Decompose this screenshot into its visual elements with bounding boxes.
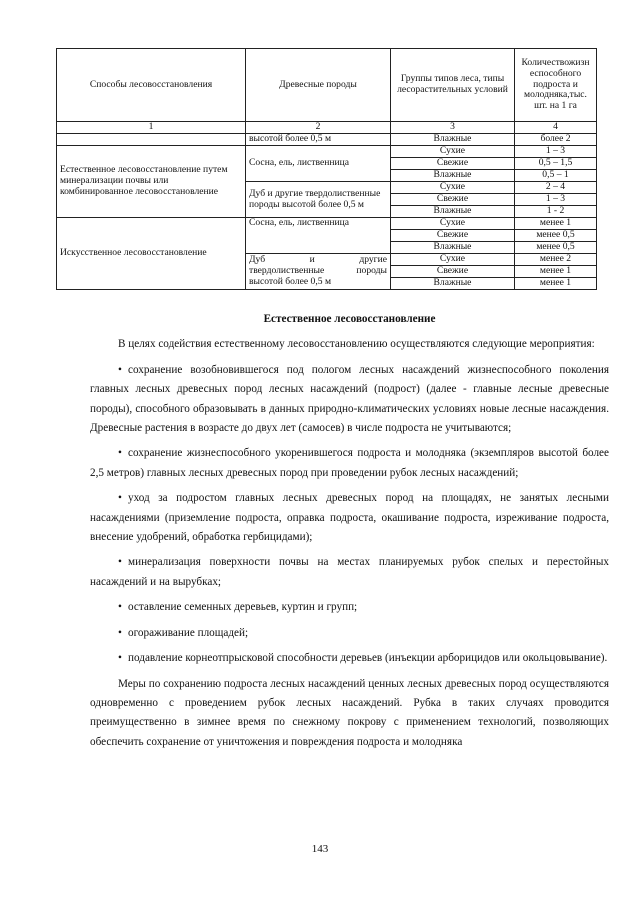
col-number: 3 (391, 122, 515, 134)
bullet-text: оставление семенных деревьев, куртин и групп; (128, 601, 358, 614)
bullet-text: уход за подростом главных лесных древесных пород на площадях, не занятых лесными насаждениями (приземление подроста, оправка подроста, окашивание подроста, изреживание подроста, внесение удобрений, обработка гербицидами); (90, 492, 609, 544)
header-forest-types: Группы типов леса, типы лесорастительных условий (391, 49, 515, 122)
forest-type-cell: Сухие (391, 146, 515, 158)
bullet-icon: • (118, 447, 122, 460)
amount-cell: менее 1 (515, 218, 597, 230)
forest-type-cell: Свежие (391, 158, 515, 170)
bullet-icon: • (118, 626, 122, 639)
section-heading: Естественное лесовосстановление (263, 313, 436, 325)
amount-cell: 1 - 2 (515, 206, 597, 218)
forest-type-cell: Влажные (391, 134, 515, 146)
closing-paragraph: Меры по сохранению подроста лесных насаждений ценных лесных древесных пород осуществляются одновременно с проведением рубок лесных насаждений. Рубка в таких случаях проводится преимущественно в зимнее время по снежному покрову с применением технологий, позволяющих обеспечить сохранение от уничтожения и повреждения подроста и молодняка (90, 677, 609, 748)
species-line: высотой более 0,5 м (249, 275, 332, 287)
bullet-text: огораживание площадей; (128, 626, 249, 639)
forest-type-cell: Сухие (391, 182, 515, 194)
bullet-item (90, 624, 609, 643)
page-number: 143 (311, 843, 329, 855)
amount-cell: менее 0,5 (515, 230, 597, 242)
amount-cell: 0,5 – 1,5 (515, 158, 597, 170)
header-amount: Количествожизн еспособного подроста и молодняка,тыс. шт. на 1 га (515, 49, 597, 122)
amount-cell: 0,5 – 1 (515, 170, 597, 182)
amount-cell: 1 – 3 (515, 194, 597, 206)
species-line: Дуб и другие (249, 254, 387, 266)
section-content (90, 310, 609, 752)
bullet-text: сохранение возобновившегося под пологом лесных насаждений жизнеспособного поколения главных лесных древесных пород лесных насаждений (подрост) (далее - главные лесные древесные породы), способного образовывать в данных природно-климатических условиях новые лесные насаждения. Древесные растения в возрасте до двух лет (самосев) в числе подроста не учитываются; (90, 363, 609, 435)
species-cell: Сосна, ель, лиственница (246, 146, 391, 182)
table-row (57, 146, 597, 158)
header-species: Древесные породы (246, 49, 391, 122)
amount-cell: 1 – 3 (515, 146, 597, 158)
forest-restoration-table (56, 48, 597, 290)
bullet-text: сохранение жизнеспособного укоренившегося подроста и молодняка (экземпляров высотой более 2,5 метров) главных лесных древесных пород при проведении рубок лесных насаждений; (90, 447, 609, 479)
bullet-item (90, 489, 609, 547)
bullet-item (90, 361, 609, 439)
table-number-row (57, 122, 597, 134)
bullet-item (90, 649, 609, 668)
amount-cell: менее 1 (515, 266, 597, 278)
amount-cell: менее 2 (515, 254, 597, 266)
bullet-icon: • (118, 652, 122, 665)
bullet-icon: • (118, 601, 122, 614)
amount-cell: 2 – 4 (515, 182, 597, 194)
species-cell: Сосна, ель, лиственница (246, 218, 391, 254)
species-line: твердолиственные породы (249, 265, 387, 277)
species-cell (246, 254, 391, 290)
table-row (57, 218, 597, 230)
col-number: 1 (57, 122, 246, 134)
bullet-item (90, 444, 609, 483)
bullet-item (90, 598, 609, 617)
species-cell: высотой более 0,5 м (246, 134, 391, 146)
bullet-icon: • (118, 556, 122, 569)
amount-cell: менее 0,5 (515, 242, 597, 254)
forest-type-cell: Сухие (391, 218, 515, 230)
header-methods: Способы лесовосстановления (57, 49, 246, 122)
bullet-item (90, 553, 609, 592)
bullet-text: подавление корнеотпрысковой способности деревьев (инъекции арборицидов или окольцовывание). (128, 652, 608, 665)
bullet-icon: • (118, 492, 122, 505)
species-cell: Дуб и другие твердолиственные породы высотой более 0,5 м (246, 182, 391, 218)
forest-type-cell: Свежие (391, 194, 515, 206)
intro-paragraph: В целях содействия естественному лесовосстановлению осуществляются следующие мероприятия: (118, 338, 595, 351)
method-cell: Естественное лесовосстановление путем минерализации почвы или комбинированное лесовосстановление (57, 146, 246, 218)
empty-cell (57, 134, 246, 146)
amount-cell: более 2 (515, 134, 597, 146)
bullet-icon: • (118, 363, 122, 376)
forest-type-cell: Сухие (391, 254, 515, 266)
bullet-text: минерализация поверхности почвы на местах планируемых рубок спелых и перестойных насаждений и на вырубках; (90, 556, 609, 588)
forest-type-cell: Влажные (391, 170, 515, 182)
amount-cell: менее 1 (515, 278, 597, 290)
table-row (57, 134, 597, 146)
col-number: 2 (246, 122, 391, 134)
col-number: 4 (515, 122, 597, 134)
forest-type-cell: Влажные (391, 206, 515, 218)
method-cell: Искусственное лесовосстановление (57, 218, 246, 290)
forest-type-cell: Влажные (391, 278, 515, 290)
forest-type-cell: Свежие (391, 230, 515, 242)
forest-type-cell: Влажные (391, 242, 515, 254)
table-header-row (57, 49, 597, 122)
forest-type-cell: Свежие (391, 266, 515, 278)
